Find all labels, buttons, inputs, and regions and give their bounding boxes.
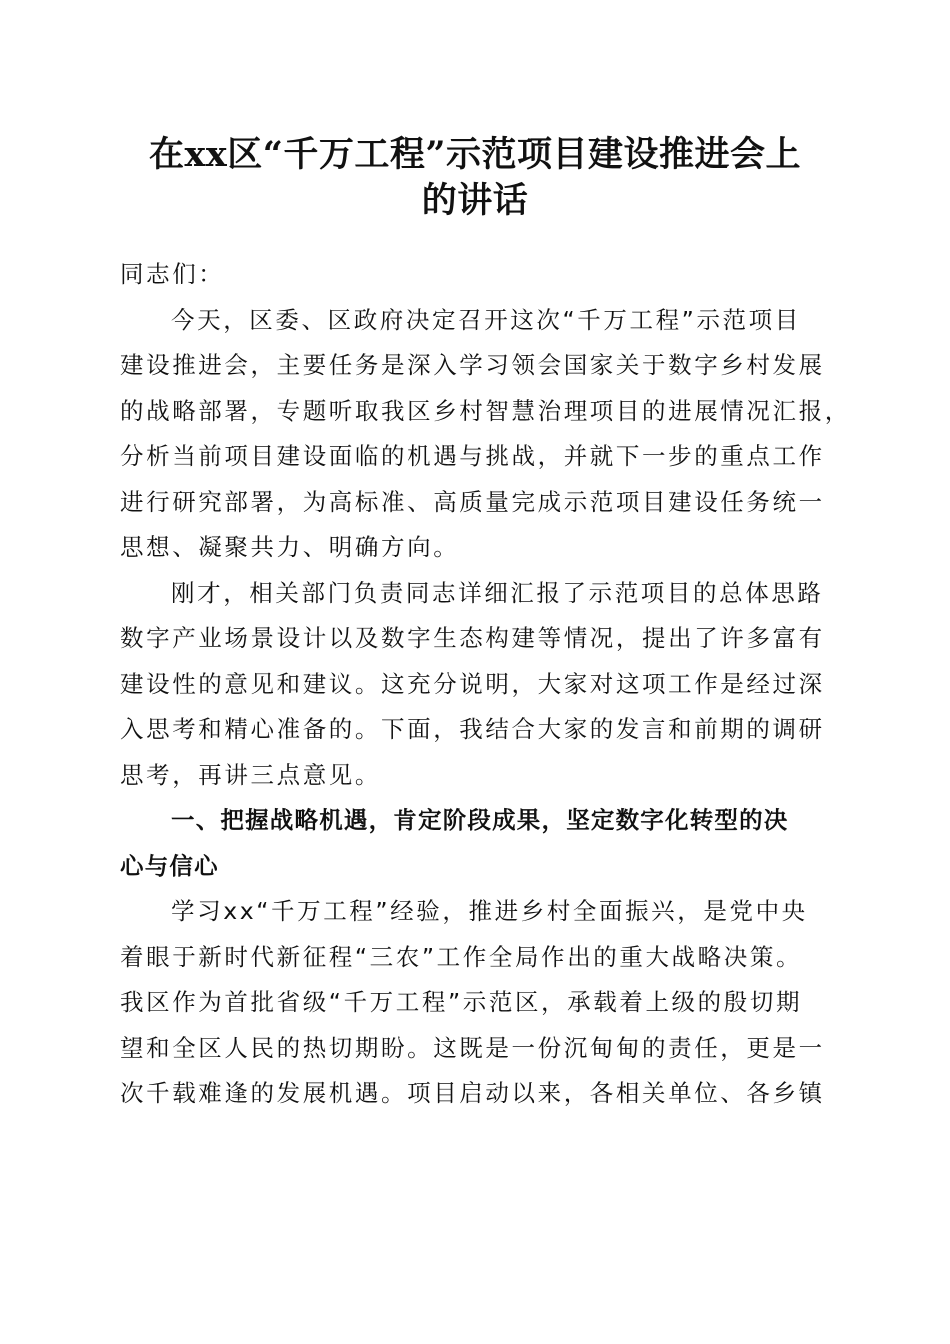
paragraph-1 [120,298,851,571]
paragraph-line: 着眼于新时代新征程“三农”工作全局作出的重大战略决策。 [120,942,803,971]
title-line-1: 在xx区“千万工程”示范项目建设推进会上 [149,134,801,175]
paragraph-line: 我区作为首批省级“千万工程”示范区，承载着上级的殷切期 [120,988,803,1016]
paragraph-2 [120,571,836,799]
section-heading-line: 一、把握战略机遇，肯定阶段成果，坚定数字化转型的决 [171,806,789,834]
section-heading-line: 心与信心 [120,851,219,880]
document-body [120,252,851,1117]
paragraph-line: 次千载难逢的发展机遇。项目启动以来，各相关单位、各乡镇 [120,1079,825,1107]
document-title [100,132,850,224]
paragraph-line: 学习xx“千万工程”经验，推进乡村全面振兴，是党中央 [171,897,808,925]
salutation: 同志们： [120,260,225,288]
paragraph-line: 建设推进会，主要任务是深入学习领会国家关于数字乡村发展 [120,351,825,379]
paragraph-line: 刚才，相关部门负责同志详细汇报了示范项目的总体思路 [171,578,824,607]
paragraph-line: 进行研究部署，为高标准、高质量完成示范项目建设任务统一 [120,487,825,516]
paragraph-line: 的战略部署，专题听取我区乡村智慧治理项目的进展情况汇报， [120,396,851,425]
section-paragraph [120,889,836,1117]
title-line-2: 的讲话 [421,180,529,221]
paragraph-line: 分析当前项目建设面临的机遇与挑战，并就下一步的重点工作 [120,442,825,470]
paragraph-line: 望和全区人民的热切期盼。这既是一份沉甸甸的责任，更是一 [120,1033,825,1062]
section-heading [120,798,836,889]
paragraph-line: 思想、凝聚共力、明确方向。 [120,533,460,561]
paragraph-line: 入思考和精心准备的。下面，我结合大家的发言和前期的调研 [120,715,825,743]
paragraph-line: 今天，区委、区政府决定召开这次“千万工程”示范项目 [171,305,801,334]
paragraph-line: 数字产业场景设计以及数字生态构建等情况，提出了许多富有 [120,624,825,652]
paragraph-line: 建设性的意见和建议。这充分说明，大家对这项工作是经过深 [120,669,825,698]
paragraph-line: 思考，再讲三点意见。 [120,760,381,789]
